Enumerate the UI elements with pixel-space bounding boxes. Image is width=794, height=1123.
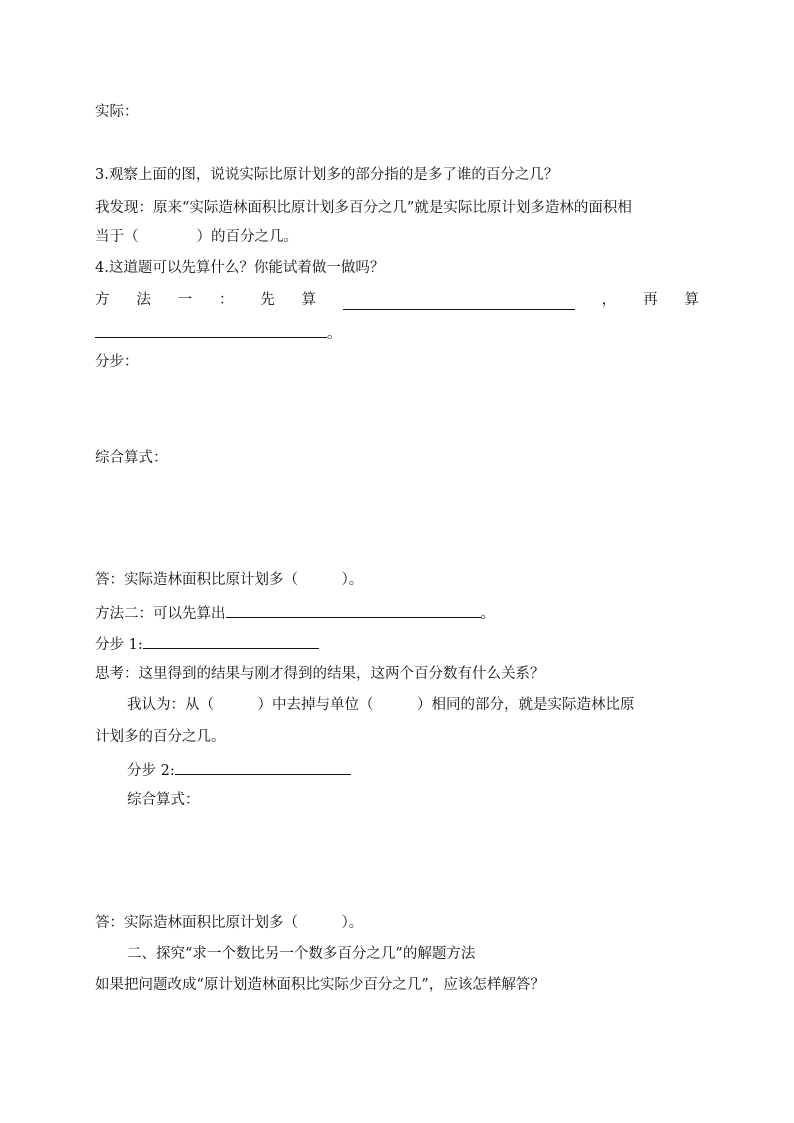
combined-formula-label-2: 综合算式： [127,792,200,808]
method-1-cont [95,322,342,344]
period: 。 [327,326,342,342]
method-1-line [95,290,699,310]
actual-label: 实际： [95,104,139,120]
combined-formula-label: 综合算式： [95,450,168,466]
step-2-label: 分步 2: [127,763,175,779]
step-label: 分步： [95,354,139,370]
method-1-char: ， [601,292,617,308]
think-answer-line-1: 我认为：从（ ）中去掉与单位（ ）相同的部分，就是实际造林比原 [127,697,635,713]
answer-blank[interactable] [175,759,351,775]
discovery-line-1: 我发现：原来“实际造林面积比原计划多百分之几”就是实际比原计划多造林的面积相 [95,200,632,216]
step-1-label: 分步 1: [95,637,143,653]
answer-line-1: 答：实际造林面积比原计划多（ ）。 [95,572,364,588]
period: 。 [480,606,495,622]
method-2-text: 方法二：可以先算出 [95,606,226,622]
method-1-char: 算 [301,292,317,308]
method-1-char: 一 [177,292,193,308]
answer-blank[interactable] [143,633,319,649]
method-1-char: 方 [95,292,110,308]
method-1-char: 算 [684,292,699,308]
step-1-line [95,633,319,655]
think-line: 思考：这里得到的结果与刚才得到的结果，这两个百分数有什么关系？ [95,666,545,682]
method-2-line [95,602,495,624]
answer-blank[interactable] [95,322,327,338]
question-4: 4.这道题可以先算什么？你能试着做一做吗？ [95,260,385,276]
final-question: 如果把问题改成“原计划造林面积比实际少百分之几”，应该怎样解答？ [95,977,545,993]
method-1-char: ： [218,292,234,308]
think-answer-line-2: 计划多的百分之几。 [95,729,226,745]
question-3: 3.观察上面的图，说说实际比原计划多的部分指的是多了谁的百分之几？ [95,167,559,183]
discovery-line-2: 当于（ ）的百分之几。 [95,229,298,245]
answer-blank[interactable] [226,602,481,618]
step-2-line [127,759,351,781]
section-2-heading: 二、探究“求一个数比另一个数多百分之几”的解题方法 [127,946,476,962]
method-1-char: 法 [136,292,151,308]
answer-line-2: 答：实际造林面积比原计划多（ ）。 [95,915,364,931]
answer-blank[interactable] [343,294,575,310]
method-1-char: 先 [260,292,275,308]
method-1-char: 再 [643,292,658,308]
